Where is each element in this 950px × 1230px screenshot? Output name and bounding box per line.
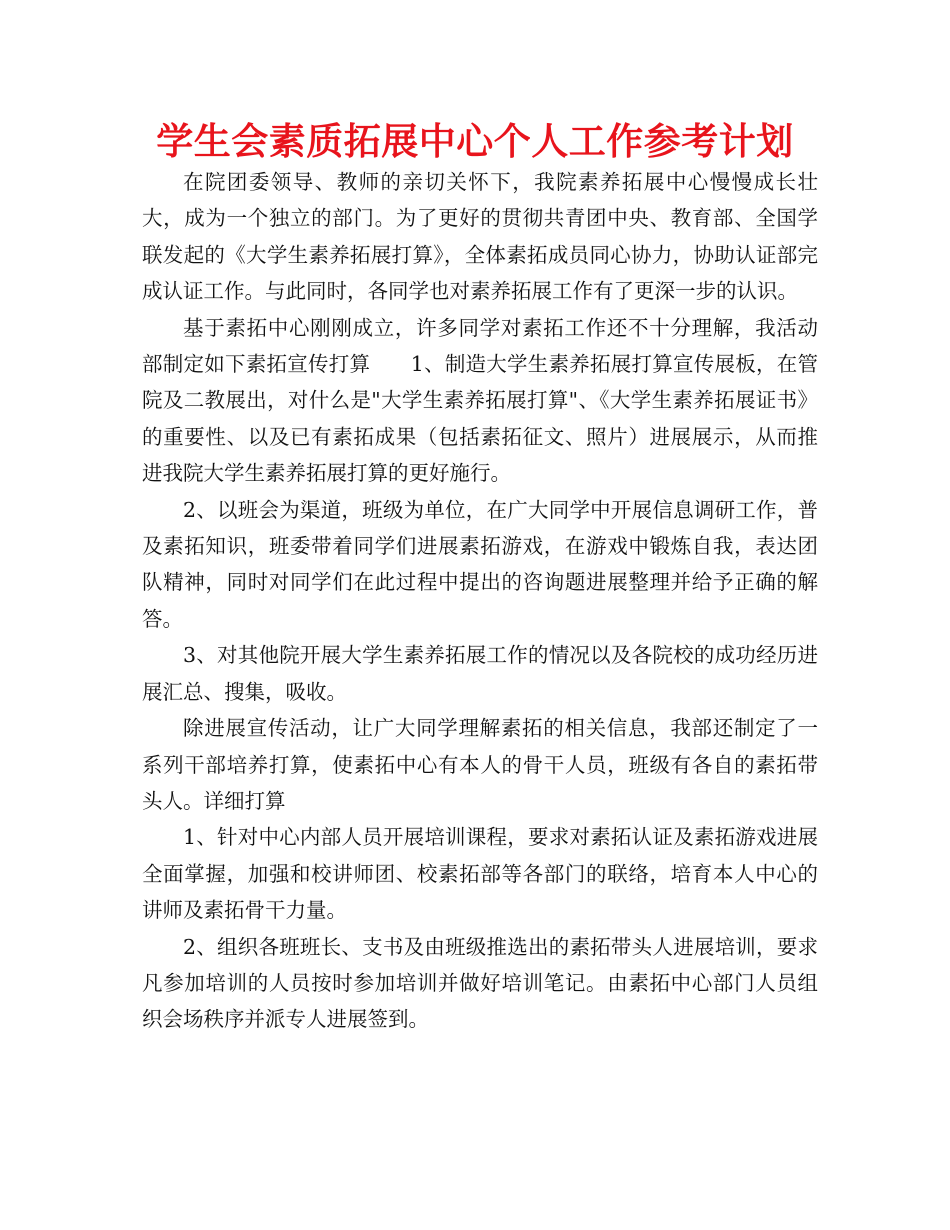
paragraph-class-meetings: 2、以班会为渠道，班级为单位，在广大同学中开展信息调研工作，普及素拓知识，班委带着同学们进展素拓游戏，在游戏中锻炼自我，表达团队精神，同时对同学们在此过程中提出的咨询题进展整理并给予正确的解答。 xyxy=(142,497,818,631)
document-body xyxy=(142,164,818,1038)
paragraph-cadre-training: 除进展宣传活动，让广大同学理解素拓的相关信息，我部还制定了一系列干部培养打算，使素拓中心有本人的骨干人员，班级有各自的素拓带头人。详细打算 xyxy=(142,716,818,813)
paragraph-class-leader-training: 2、组织各班班长、支书及由班级推选出的素拓带头人进展培训，要求凡参加培训的人员按时参加培训并做好培训笔记。由素拓中心部门人员组织会场秩序并派专人进展签到。 xyxy=(142,934,818,1032)
paragraph-intro: 在院团委领导、教师的亲切关怀下，我院素养拓展中心慢慢成长壮大，成为一个独立的部门。为了更好的贯彻共青团中央、教育部、全国学联发起的《大学生素养拓展打算》，全体素拓成员同心协力，协助认证部完成认证工作。与此同时，各同学也对素养拓展工作有了更深一步的认识。 xyxy=(142,170,818,304)
paragraph-publicity-plan: 基于素拓中心刚刚成立，许多同学对素拓工作还不十分理解，我活动部制定如下素拓宣传打算 1、制造大学生素养拓展打算宣传展板，在管院及二教展出，对什么是"大学生素养拓展打算"、《大学生素养拓展证书》的重要性、以及已有素拓成果（包括素拓征文、照片）进展展示，从而推进我院大学生素养拓展打算的更好施行。 xyxy=(142,315,818,486)
document-title: 学生会素质拓展中心个人工作参考计划 xyxy=(156,120,794,163)
paragraph-internal-training: 1、针对中心内部人员开展培训课程，要求对素拓认证及素拓游戏进展全面掌握，加强和校讲师团、校素拓部等各部门的联络，培育本人中心的讲师及素拓骨干力量。 xyxy=(142,825,818,923)
paragraph-summary-other-colleges: 3、对其他院开展大学生素养拓展工作的情况以及各院校的成功经历进展汇总、搜集，吸收。 xyxy=(142,643,818,704)
